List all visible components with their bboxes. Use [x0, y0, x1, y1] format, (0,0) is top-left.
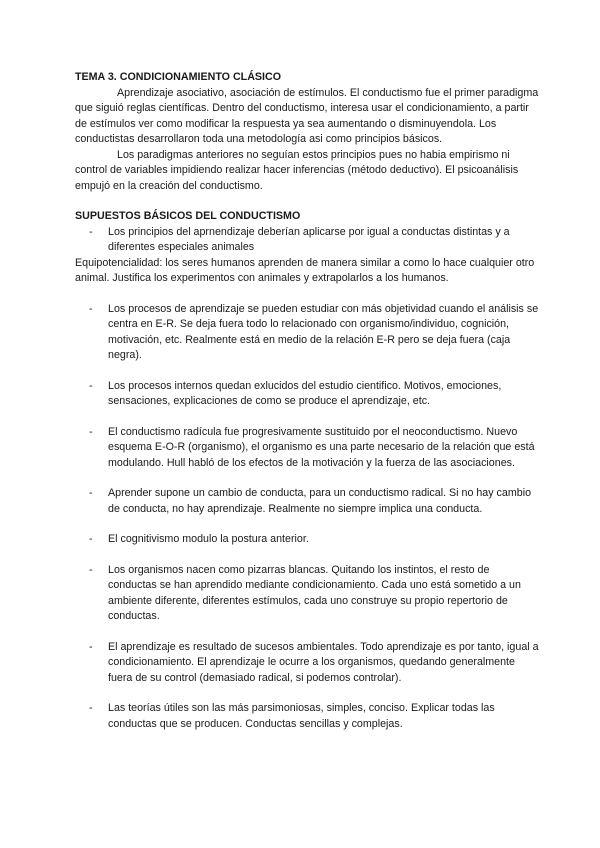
bullet-dash: -	[89, 563, 93, 576]
bullet-item	[75, 379, 540, 410]
section-heading-tema3: TEMA 3. CONDICIONAMIENTO CLÁSICO	[75, 71, 282, 83]
paragraph-intro-1: Aprendizaje asociativo, asociación de estímulos. El conductismo fue el primer paradigma que siguió reglas científicas. Dentro del conductismo, interesa usar el condicionamiento, a partir de estímulos ver como modificar la respuesta ya sea aumentando o disminuyendola. Los conductistas desarrollaron toda una metodología asi como principios básicos.	[75, 86, 539, 145]
bullet-item	[75, 640, 540, 687]
bullet-dash: -	[89, 302, 93, 315]
bullet-text: El cognitivismo modulo la postura anterior.	[108, 533, 309, 545]
section-heading-supuestos: SUPUESTOS BÁSICOS DEL CONDUCTISMO	[75, 210, 301, 222]
paragraph-intro-2: Los paradigmas anteriores no seguían estos principios pues no habia empirismo ni control de variables impidiendo realizar hacer inferencias (método deductivo). El psicoanálisis empujó en la creación del conductismo.	[75, 148, 519, 192]
bullet-dash: -	[89, 702, 93, 714]
bullet-list-first	[75, 225, 540, 256]
bullet-dash: -	[89, 379, 93, 392]
bullet-item	[75, 302, 540, 364]
bullet-dash: -	[89, 487, 93, 499]
bullet-item	[75, 532, 540, 548]
bullet-text: El aprendizaje es resultado de sucesos ambientales. Todo aprendizaje es por tanto, igual a condicionamiento. El aprendizaje le ocurre a los organismos, quedando generalmente fuera de su control (demasiado radical, si podemos controlar).	[108, 640, 539, 684]
bullet-text: El conductismo radícula fue progresivamente sustituido por el neoconductismo. Nuevo esquema E-O-R (organismo), el organismo es una parte necesario de la relación que está modulando. Hull habló de los efectos de la motivación y la fuerza de las asociaciones.	[108, 425, 535, 469]
bullet-text: Los procesos de aprendizaje se pueden estudiar con más objetividad cuando el análisis se centra en E-R. Se deja fuera todo lo relacionado con organismo/individuo, cognición, motivación, etc. Realmente está en medio de la relación E-R pero se deja fuera (caja negra).	[108, 302, 539, 361]
bullet-text: Los principios del aprnendizaje deberían aplicarse por igual a conductas distintas y a diferentes especiales animales	[108, 225, 510, 253]
bullet-text: Los organismos nacen como pizarras blancas. Quitando los instintos, el resto de conductas se han aprendido mediante condicionamiento. Cada uno está sometido a un ambiente diferente, diferentes estímulos, cada uno construye su propio repertorio de conductas.	[108, 563, 521, 622]
bullet-dash: -	[89, 425, 93, 438]
bullet-item	[75, 225, 540, 256]
bullet-item	[75, 563, 540, 625]
bullet-item	[75, 425, 540, 472]
equipotencialidad-note: Equipotencialidad: los seres humanos aprenden de manera similar a como lo hace cualquier otro animal. Justifica los experimentos con animales y extrapolarlos a los humanos.	[75, 256, 535, 284]
bullet-dash: -	[89, 533, 93, 545]
section-spacer	[75, 194, 540, 209]
bullet-list-main	[75, 302, 540, 733]
bullet-item	[75, 701, 540, 732]
bullet-dash: -	[89, 225, 93, 238]
bullet-item	[75, 486, 540, 517]
bullet-text: Los procesos internos quedan exlucidos del estudio cientifico. Motivos, emociones, sensaciones, explicaciones de como se produce el aprendizaje, etc.	[108, 379, 502, 407]
bullet-dash: -	[89, 640, 93, 653]
bullet-text: Las teorías útiles son las más parsimoniosas, simples, conciso. Explicar todas las conductas que se producen. Conductas sencillas y complejas.	[108, 702, 495, 730]
bullet-text: Aprender supone un cambio de conducta, para un conductismo radical. Si no hay cambio de conducta, no hay aprendizaje. Realmente no siempre implica una conducta.	[108, 487, 532, 515]
